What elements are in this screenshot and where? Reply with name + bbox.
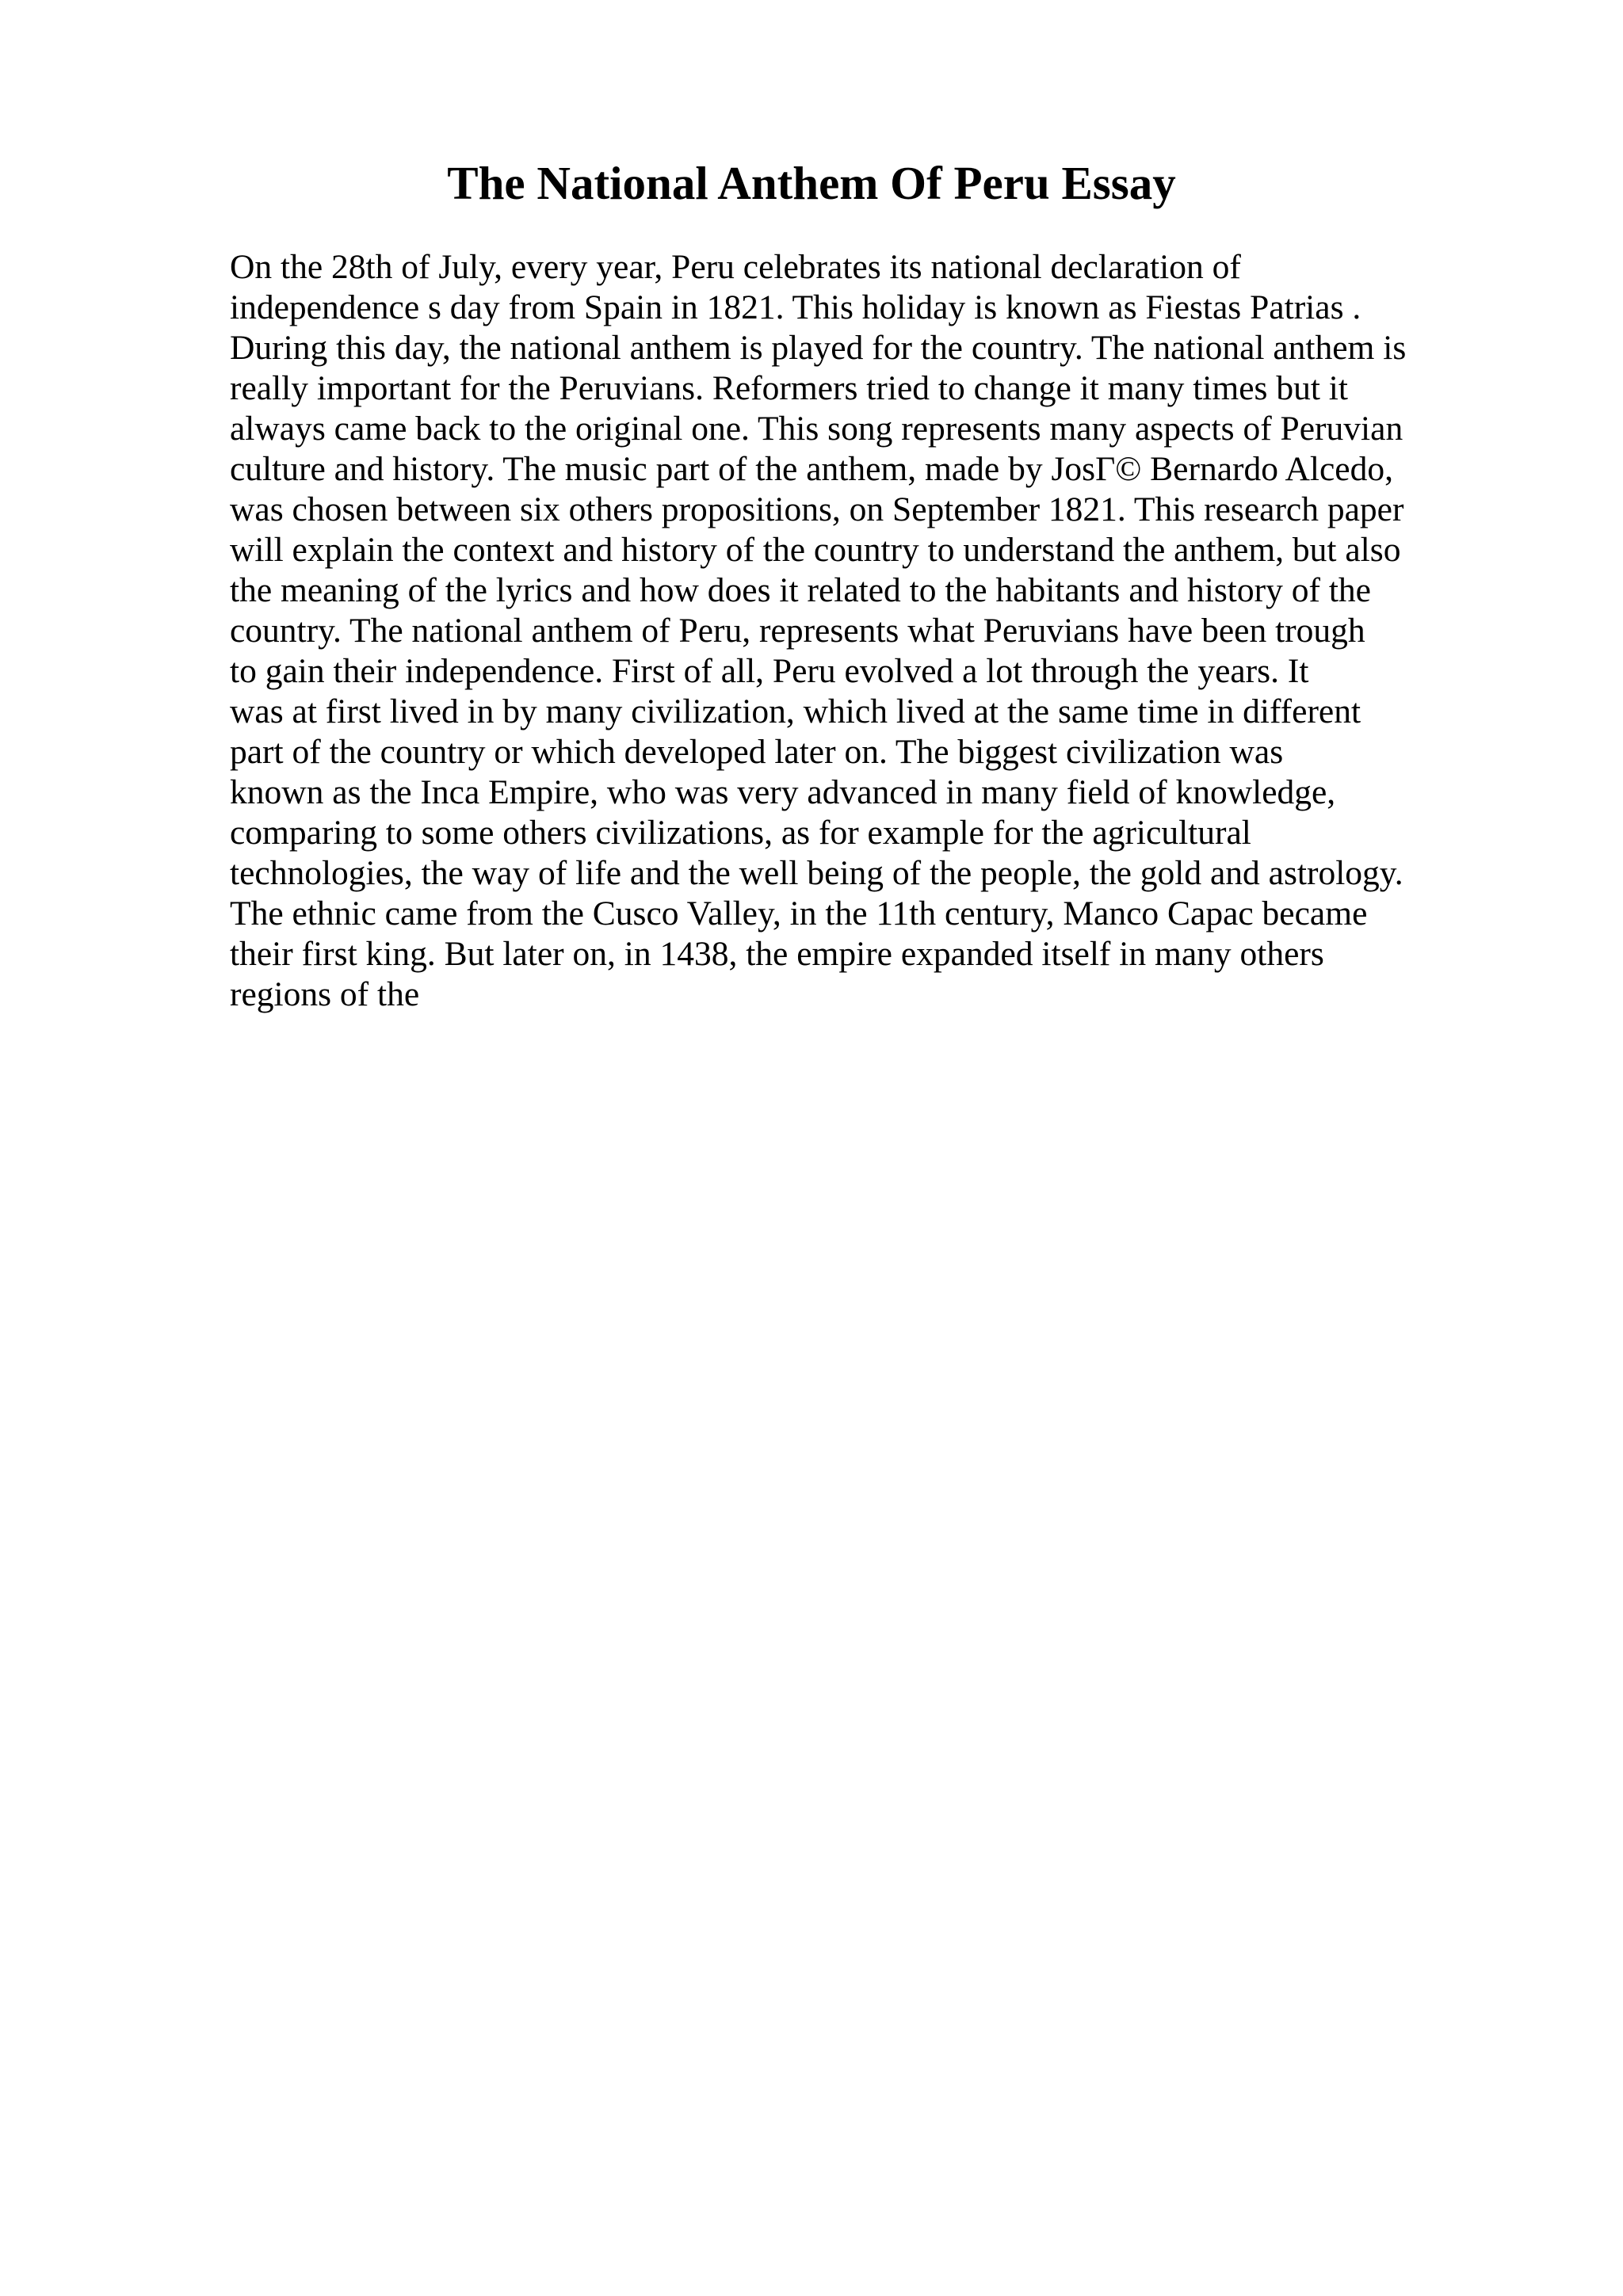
body-line: country. The national anthem of Peru, represents what Peruvians have been trough [230, 612, 1365, 650]
body-line: the meaning of the lyrics and how does it related to the habitants and history of the [230, 571, 1371, 609]
document-title: The National Anthem Of Peru Essay [447, 157, 1176, 209]
body-line: really important for the Peruvians. Reformers tried to change it many times but it [230, 369, 1348, 407]
document-body [230, 247, 1537, 1015]
body-line: was at first lived in by many civilization, which lived at the same time in different [230, 692, 1361, 730]
body-line: comparing to some others civilizations, as for example for the agricultural [230, 814, 1251, 852]
body-line: to gain their independence. First of all, Peru evolved a lot through the years. It [230, 652, 1309, 690]
body-line: On the 28th of July, every year, Peru celebrates its national declaration of [230, 248, 1241, 286]
body-line: was chosen between six others propositions, on September 1821. This research paper [230, 490, 1404, 528]
body-line: part of the country or which developed later on. The biggest civilization was [230, 733, 1284, 771]
body-line: During this day, the national anthem is played for the country. The national anthem is [230, 329, 1407, 367]
body-line: culture and history. The music part of the anthem, made by JosΓ© Bernardo Alcedo, [230, 450, 1393, 488]
body-line: known as the Inca Empire, who was very advanced in many field of knowledge, [230, 773, 1336, 811]
body-line: always came back to the original one. This song represents many aspects of Peruvian [230, 410, 1403, 448]
body-line: will explain the context and history of the country to understand the anthem, but also [230, 531, 1401, 569]
body-line: regions of the [230, 975, 420, 1013]
body-line: technologies, the way of life and the well being of the people, the gold and astrology. [230, 854, 1403, 892]
body-line: The ethnic came from the Cusco Valley, in the 11th century, Manco Capac became [230, 894, 1368, 933]
body-line: their first king. But later on, in 1438, the empire expanded itself in many others [230, 935, 1324, 973]
body-line: independence s day from Spain in 1821. This holiday is known as Fiestas Patrias . [230, 288, 1361, 326]
